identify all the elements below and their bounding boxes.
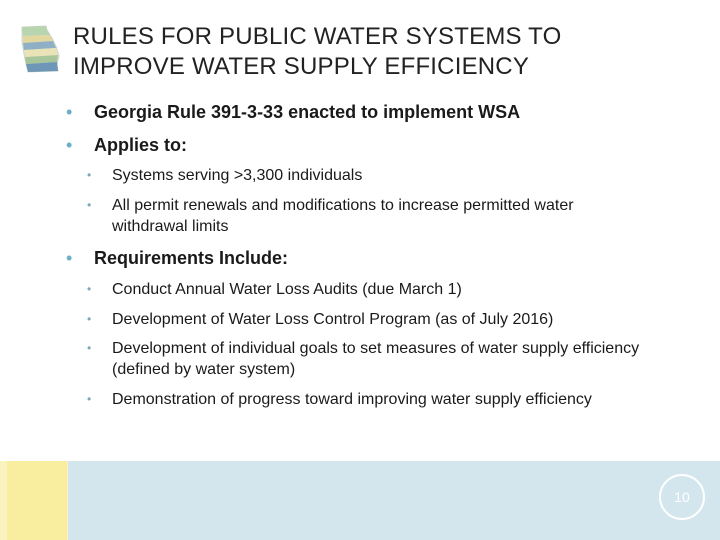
bullet-marker: • xyxy=(66,248,73,268)
footer-accent-yellow-inner xyxy=(7,461,67,540)
sub-bullet-text: Development of individual goals to set measures of water supply efficiency (defined by water system) xyxy=(112,340,640,378)
slide-title xyxy=(73,22,693,82)
bullet-text: Georgia Rule 391-3-33 enacted to implement WSA xyxy=(94,102,521,122)
sub-bullet-text: All permit renewals and modifications to increase permitted water withdrawal limits xyxy=(112,197,574,235)
sub-bullet-marker: • xyxy=(87,168,92,182)
bullet-text: Requirements Include: xyxy=(94,248,289,268)
sub-bullet-marker: • xyxy=(87,198,92,212)
bullet-marker: • xyxy=(66,135,73,155)
sub-bullet-text: Conduct Annual Water Loss Audits (due March 1) xyxy=(112,281,462,298)
sub-bullet-marker: • xyxy=(87,341,92,355)
sub-bullet-text: Systems serving >3,300 individuals xyxy=(112,167,363,184)
footer-accent-yellow xyxy=(0,461,68,540)
slide-title-line1: RULES FOR PUBLIC WATER SYSTEMS TO xyxy=(73,23,562,50)
page-number-badge: 10 xyxy=(659,474,705,520)
bullet-marker: • xyxy=(66,102,73,122)
sub-bullet-text: Development of Water Loss Control Program (as of July 2016) xyxy=(112,311,554,328)
sub-bullet-text: Demonstration of progress toward improving water supply efficiency xyxy=(112,391,592,408)
georgia-state-map-icon xyxy=(16,24,62,74)
slide-title-line2: IMPROVE WATER SUPPLY EFFICIENCY xyxy=(73,53,530,80)
sub-bullet-marker: • xyxy=(87,282,92,296)
footer-band xyxy=(68,461,720,540)
sub-bullet-marker: • xyxy=(87,392,92,406)
bullet-text: Applies to: xyxy=(94,135,187,155)
sub-bullet-marker: • xyxy=(87,312,92,326)
